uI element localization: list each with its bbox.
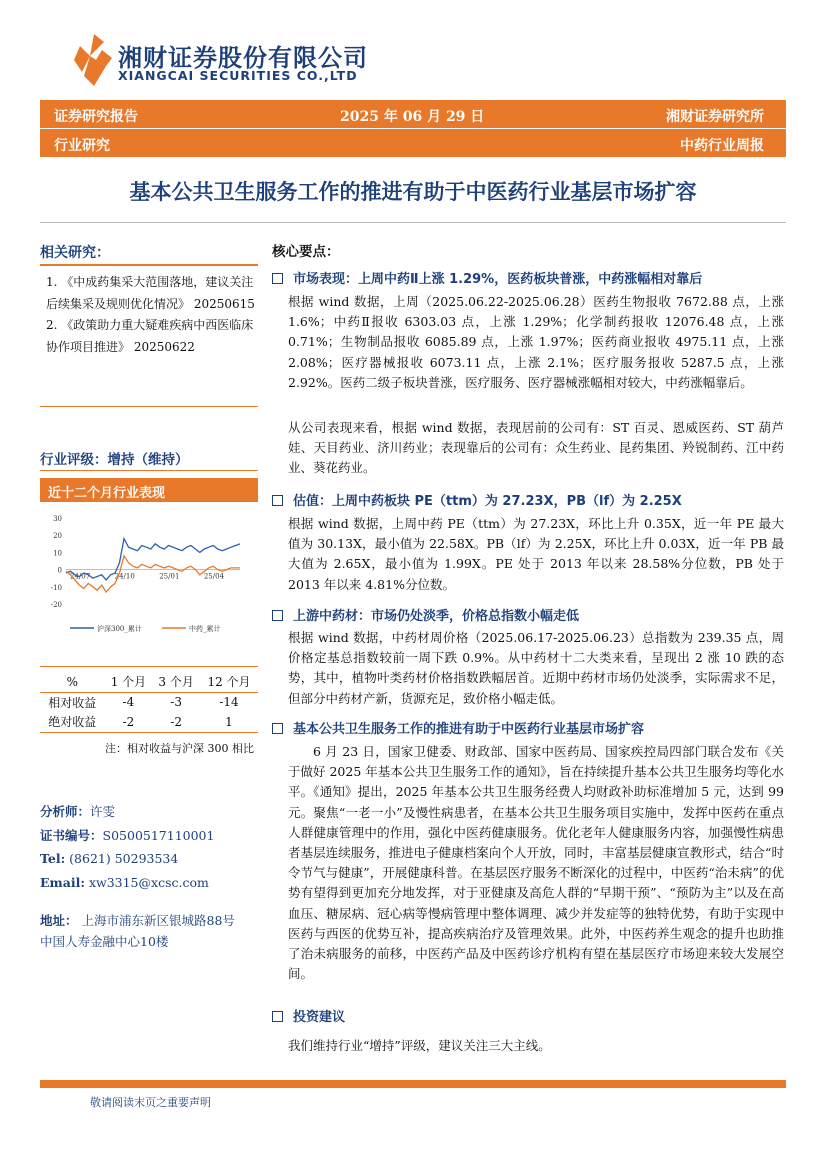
- checkbox-icon: [272, 495, 283, 506]
- x-tick-label: 25/04: [203, 572, 225, 581]
- table-cell: 相对收益: [48, 695, 97, 710]
- research-type: 行业研究: [54, 138, 110, 154]
- disclaimer-note[interactable]: 敬请阅读末页之重要声明: [90, 1096, 211, 1109]
- related-item[interactable]: 2. 《政策助力重大疑难疾病中西医临床协作项目推进》 20250622: [46, 318, 254, 354]
- table-note: 注：相对收益与沪深 300 相比: [105, 742, 254, 755]
- tel-number: (8621) 50293534: [69, 851, 179, 866]
- related-item[interactable]: 1. 《中成药集采大范围落地，建议关注后续集采及规则优化情况》 20250615: [46, 275, 255, 311]
- tel-label: Tel:: [40, 851, 66, 866]
- y-tick-label: -10: [50, 583, 62, 592]
- divider: [40, 406, 258, 407]
- checkbox-icon: [272, 1011, 283, 1022]
- section-heading-investment: 投资建议: [272, 1006, 345, 1025]
- table-header-row: [40, 672, 258, 692]
- section-heading-valuation: 估值：上周中药板块 PE（ttm）为 27.23X，PB（lf）为 2.25X: [272, 490, 682, 509]
- divider: [40, 666, 258, 667]
- table-header: %: [66, 674, 78, 689]
- checkbox-icon: [272, 610, 283, 621]
- page-title: 基本公共卫生服务工作的推进有助于中医药行业基层市场扩容: [129, 180, 697, 204]
- section-paragraph: 6 月 23 日，国家卫健委、财政部、国家中医药局、国家疾控局四部门联合发布《关于做好 2025 年基本公共卫生服务工作的通知》，旨在持续提升基本公共卫生服务均等化水平。《通知》提出，2025 年基本公共卫生服务经费人均财政补助标准增加 5 元，达到 99 元。聚焦“一老一小”及慢性病患者，在基本公共卫生服务项目实施中，发挥中医药在重点人群健康管理中的作用，强化中医药健康服务。优化老年人健康服务内容，加强慢性病患者基层连续服务，推进电子健康档案向个人开放，同时，丰富基层健康宣教形式，结合“时令节气与健康”，开展健康科普。在基层医疗服务不断深化的过程中，中医药“治未病”的优势有望得到更加充分地发挥，对于亚健康及高危人群的“早期干预”、“预防为主”以及在高血压、糖尿病、冠心病等慢病管理中整体调理、减少并发症等的独特优势，有助于实现中医药与西医的优势互补，提高疾病治疗及管理效果。此外，中医药养生观念的提升也助推了治未病服务的前移，中医药产品及中医药诊疗机构有望在基层医疗市场迎来较大发展空间。: [288, 744, 785, 982]
- checkbox-icon: [272, 723, 283, 734]
- table-cell: -3: [170, 695, 182, 710]
- email-address[interactable]: xw3315@xcsc.com: [88, 874, 209, 890]
- y-tick-label: 0: [57, 566, 62, 575]
- table-header: 12 个月: [207, 675, 251, 690]
- cert-number: S0500517110001: [102, 827, 215, 843]
- chart-legend: [70, 624, 221, 633]
- header-band: [40, 100, 786, 128]
- table-cell: -14: [219, 695, 239, 710]
- section-heading-market: 市场表现：上周中药Ⅱ上涨 1.29%，医药板块普涨，中药涨幅相对靠后: [272, 268, 702, 287]
- x-tick-label: 24/07: [70, 572, 91, 581]
- core-points-heading: 核心要点：: [272, 244, 340, 260]
- section-heading-herbs: 上游中药材：市场仍处淡季，价格总指数小幅走低: [272, 605, 579, 624]
- related-research-heading: 相关研究：: [40, 245, 110, 261]
- y-tick-label: 30: [53, 515, 62, 523]
- divider: [40, 470, 258, 471]
- performance-table: [40, 672, 258, 733]
- report-series: 中药行业周报: [680, 138, 764, 154]
- table-cell: -4: [122, 695, 135, 710]
- analyst-label: 分析师：: [40, 804, 91, 819]
- y-tick-label: 20: [53, 532, 62, 541]
- title-divider: [40, 222, 786, 223]
- analyst-info: [40, 800, 214, 894]
- related-list: [46, 272, 256, 358]
- subheader-band: [40, 129, 786, 157]
- institute-name: 湘财证券研究所: [666, 109, 764, 125]
- cert-label: 证书编号：: [40, 827, 103, 843]
- report-date: 2025 年 06 月 29 日: [340, 109, 485, 125]
- email-label: Email:: [40, 874, 85, 890]
- address-label: 地址：: [40, 913, 78, 928]
- company-name-cn: 湘财证券股份有限公司: [118, 44, 368, 72]
- section-paragraph: 根据 wind 数据，上周中药 PE（ttm）为 27.23X，环比上升 0.35X，近一年 PE 最大值为 30.13X，最小值为 22.58X。PB（lf）为 2.25X，环比上升 0.03X，近一年 PB 最大值为 2.65X，最小值为 1.99X。PE 处于 2013 年以来 28.58%分位数，PB 处于 2013 年以来 4.81%分位数。: [288, 516, 784, 592]
- checkbox-icon: [272, 273, 283, 284]
- y-tick-label: -20: [50, 601, 62, 609]
- address-info: [40, 910, 235, 952]
- company-name-en: XIANGCAI SECURITIES CO.,LTD: [118, 68, 358, 83]
- table-cell: -2: [170, 714, 182, 729]
- section-paragraph: 根据 wind 数据，中药材周价格（2025.06.17-2025.06.23）总指数为 239.35 点，周价格定基总指数较前一周下跌 0.9%。从中药材十二大类来看，呈现出 2 涨 10 跌的态势，其中，植物叶类药材价格指数跌幅居首。近期中药材市场仍处淡季，实际需求不足，但部分中药材产新，货源充足，致价格小幅走低。: [288, 630, 784, 706]
- table-cell: 1: [225, 714, 233, 729]
- address-line: 中国人寿金融中心10楼: [40, 934, 169, 949]
- y-axis-ticks: [51, 515, 62, 609]
- analyst-name: 许雯: [90, 804, 116, 819]
- industry-rating: 行业评级：增持（维持）: [40, 452, 189, 468]
- performance-heading: 近十二个月行业表现: [40, 478, 258, 502]
- section-paragraph: 根据 wind 数据，上周（2025.06.22-2025.06.28）医药生物报收 7672.88 点，上涨 1.6%；中药Ⅱ报收 6303.03 点，上涨 1.29%；化学制药报收 12076.48 点，上涨 0.71%；生物制品报收 6085.89 点，上涨 1.97%；医药商业报收 4975.11 点，上涨 2.08%；医疗器械报收 6073.11 点，上涨 2.1%；医疗服务报收 5287.5 点，上涨 2.92%。医药二级子板块普涨，医疗服务、医疗器械涨幅相对较大，中药涨幅靠后。: [288, 294, 784, 390]
- section-heading-policy: 基本公共卫生服务工作的推进有助于中医药行业基层市场扩容: [272, 718, 644, 737]
- table-header: 1 个月: [110, 675, 147, 690]
- table-header: 3 个月: [158, 675, 194, 690]
- chart-series: [66, 539, 240, 592]
- section-paragraph: 我们维持行业“增持”评级，建议关注三大主线。: [288, 1038, 551, 1053]
- section-paragraph: 从公司表现来看，根据 wind 数据，表现居前的公司有：ST 百灵、恩威医药、ST 葫芦娃、天目药业、济川药业；表现靠后的公司有：众生药业、昆药集团、羚锐制药、江中药业、葵花药业。: [288, 420, 784, 476]
- company-logo-icon: [72, 32, 114, 88]
- table-row: [40, 712, 258, 732]
- table-cell: 绝对收益: [48, 715, 97, 730]
- table-cell: -2: [122, 714, 135, 729]
- table-row: [40, 692, 258, 712]
- footer-band: [40, 1080, 786, 1088]
- address-line: 上海市浦东新区银城路88号: [81, 913, 235, 928]
- x-tick-label: 24/10: [114, 572, 135, 581]
- industry-performance-chart: [40, 508, 258, 656]
- divider: [40, 264, 258, 266]
- report-type: 证券研究报告: [54, 109, 138, 125]
- y-tick-label: 10: [53, 549, 62, 558]
- legend-label: 沪深300_累计: [97, 625, 142, 633]
- legend-label: 中药_累计: [189, 625, 221, 633]
- x-tick-label: 25/01: [159, 572, 180, 581]
